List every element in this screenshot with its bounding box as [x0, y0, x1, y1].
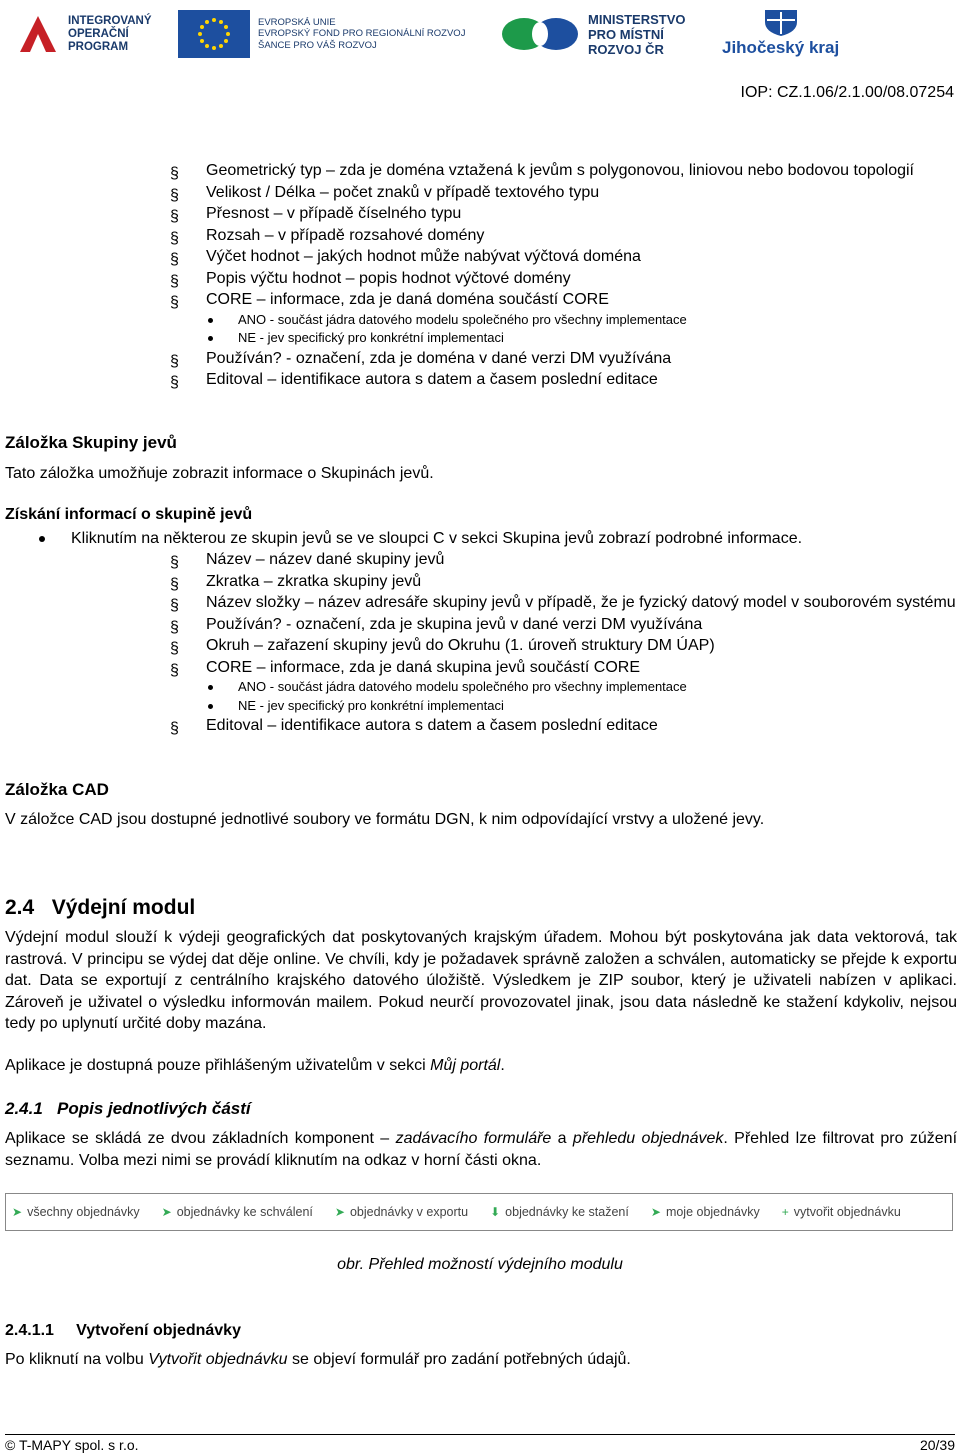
- section-number: 2.4.1.1: [5, 1322, 54, 1339]
- ministry-line: ROZVOJ ČR: [588, 41, 664, 57]
- list-item: § Používán? - označení, zda je doména v dané verzi DM využívána: [170, 349, 672, 370]
- region-crest-icon: [759, 6, 803, 36]
- skupiny-attribute-list: [168, 549, 958, 737]
- section-title: Popis jednotlivých částí: [56, 1099, 251, 1118]
- nav-orders-to-approve[interactable]: ➤ objednávky ke schválení: [161, 1205, 313, 1219]
- section-number: 2.4.1: [5, 1099, 43, 1118]
- cad-heading: Záložka CAD: [5, 780, 109, 799]
- iop-logo-icon: [16, 12, 60, 56]
- list-item: NE - jev specifický pro konkrétní implementaci: [168, 697, 958, 716]
- project-code: IOP: CZ.1.06/2.1.00/08.07254: [740, 84, 954, 101]
- iop-logo: [16, 6, 152, 62]
- ministry-line: MINISTERSTVO: [588, 11, 686, 27]
- section-2411-text: Po kliknutí na volbu Vytvořit objednávku se objeví formulář pro zadání potřebných údajů.: [5, 1351, 631, 1368]
- list-item: § CORE – informace, zda je daná skupina jevů součástí CORE ANO - součást jádra datového modelu společného pro všechny implementace NE - jev specifický pro konkrétní implementaci: [168, 657, 958, 716]
- list-item: § Rozsah – v případě rozsahové domény: [170, 226, 485, 247]
- section-24-heading: [5, 896, 195, 920]
- skupiny-intro: Tato záložka umožňuje zobrazit informace o Skupinách jevů.: [5, 465, 434, 482]
- section-241-heading: [5, 1099, 251, 1119]
- eu-logo: [178, 6, 465, 62]
- eu-text-line: ŠANCE PRO VÁŠ ROZVOJ: [258, 39, 377, 51]
- core-sublist: [168, 311, 958, 348]
- skupiny-heading: Záložka Skupiny jevů: [5, 433, 177, 452]
- core-sublist: [168, 678, 958, 715]
- list-item: NE - jev specifický pro konkrétní implementaci: [168, 329, 958, 348]
- footer-divider: [5, 1434, 955, 1435]
- domain-attribute-list: [168, 160, 958, 391]
- list-item: § Velikost / Délka – počet znaků v případě textového typu: [170, 183, 600, 204]
- download-icon: ⬇: [490, 1205, 501, 1219]
- iop-logo-line: PROGRAM: [68, 40, 129, 53]
- chevron-right-icon: ➤: [650, 1205, 661, 1219]
- vydej-navbar: [5, 1193, 953, 1231]
- figure-caption: obr. Přehled možností výdejního modulu: [337, 1256, 623, 1273]
- footer-page-number: 20/39: [919, 1437, 955, 1453]
- list-item: § Popis výčtu hodnot – popis hodnot výčtové domény: [170, 269, 571, 290]
- region-logo: [722, 6, 839, 62]
- list-item: § Používán? - označení, zda je skupina jevů v dané verzi DM využívána: [170, 615, 703, 636]
- ministry-logo: [500, 6, 686, 62]
- list-item: § Název – název dané skupiny jevů: [170, 551, 445, 571]
- cad-text: V záložce CAD jsou dostupné jednotlivé soubory ve formátu DGN, k nim odpovídající vrstvy a uložené jevy.: [5, 811, 765, 828]
- eu-flag-icon: [178, 10, 250, 58]
- list-item: § Geometrický typ – zda je doména vztažená k jevům s polygonovou, liniovou nebo bodovou topologií: [170, 162, 914, 182]
- list-item: § Editoval – identifikace autora s datem a časem poslední editace: [170, 717, 658, 737]
- list-item: ANO - součást jádra datového modelu společného pro všechny implementace: [168, 311, 958, 330]
- list-item: § Výčet hodnot – jakých hodnot může nabývat výčtová doména: [170, 248, 641, 268]
- eu-text-line: EVROPSKÁ UNIE: [258, 16, 336, 28]
- nav-all-orders[interactable]: ➤ všechny objednávky: [12, 1205, 140, 1219]
- section-title: Výdejní modul: [51, 896, 196, 919]
- region-name: Jihočeský kraj: [722, 38, 840, 57]
- iop-logo-line: OPERAČNÍ: [68, 27, 129, 40]
- section-241-text: Aplikace se skládá ze dvou základních komponent – zadávacího formuláře a přehledu objednávek. Přehled lze filtrovat pro zúžení seznamu. Volba mezi nimi se provádí kliknutím na odkaz v horní části okna.: [5, 1130, 958, 1169]
- list-item: ANO - součást jádra datového modelu společného pro všechny implementace: [168, 678, 958, 697]
- iop-logo-line: INTEGROVANÝ: [68, 14, 152, 27]
- nav-create-order[interactable]: + vytvořit objednávku: [781, 1205, 901, 1219]
- plus-icon: +: [781, 1205, 789, 1219]
- chevron-right-icon: ➤: [161, 1205, 172, 1219]
- nav-my-orders[interactable]: ➤ moje objednávky: [650, 1205, 760, 1219]
- list-item: § Zkratka – zkratka skupiny jevů: [170, 572, 422, 593]
- list-item: § Okruh – zařazení skupiny jevů do Okruhu (1. úroveň struktury DM ÚAP): [170, 637, 715, 657]
- footer-company: © T-MAPY spol. s r.o.: [5, 1437, 139, 1453]
- chevron-right-icon: ➤: [12, 1205, 23, 1219]
- nav-orders-in-export[interactable]: ➤ objednávky v exportu: [334, 1205, 469, 1219]
- nav-orders-to-download[interactable]: ⬇ objednávky ke stažení: [490, 1205, 629, 1219]
- section-24-p2: Aplikace je dostupná pouze přihlášeným uživatelům v sekci Můj portál.: [5, 1057, 505, 1074]
- section-2411-heading: [5, 1322, 241, 1340]
- list-item: § Název složky – název adresáře skupiny jevů v případě, že je fyzický datový model v souborovém systému: [170, 594, 956, 614]
- skupiny-bullet: Kliknutím na některou ze skupin jevů se ve sloupci C v sekci Skupina jevů zobrazí podrobné informace.: [5, 528, 960, 550]
- eu-text-line: EVROPSKÝ FOND PRO REGIONÁLNÍ ROZVOJ: [258, 28, 466, 40]
- list-item: § CORE – informace, zda je daná doména součástí CORE ANO - součást jádra datového modelu společného pro všechny implementace NE - jev specifický pro konkrétní implementaci: [168, 289, 958, 348]
- section-title: Vytvoření objednávky: [76, 1322, 241, 1339]
- list-item: § Přesnost – v případě číselného typu: [170, 205, 462, 225]
- section-number: 2.4: [5, 896, 35, 919]
- list-item: § Editoval – identifikace autora s datem a časem poslední editace: [170, 371, 658, 391]
- chevron-right-icon: ➤: [334, 1205, 345, 1219]
- skupiny-subheading: Získání informací o skupině jevů: [5, 506, 253, 523]
- ministry-line: PRO MÍSTNÍ: [588, 26, 664, 42]
- ministry-logo-icon: [500, 14, 580, 54]
- section-24-p1: Výdejní modul slouží k výdeji geografických dat poskytovaných krajským úřadem. Mohou být poskytována jak data vektorová, tak rastrová. V principu se výdej dat děje online. Ve chvíli, kdy je požadavek správně založen a schválen, automaticky se přejde k exportu dat. Data se exportují z centrálního krajského datového úložiště. Výsledkem je ZIP soubor, který je uživateli nabízen v aplikaci. Zároveň je uživatel o výsledku informován mailem. Pokud neurčí provozovatel jinak, jsou data následně ke stažení kdykoliv, nejsou tedy po uplynutí určité doby mazána.: [5, 929, 957, 1032]
